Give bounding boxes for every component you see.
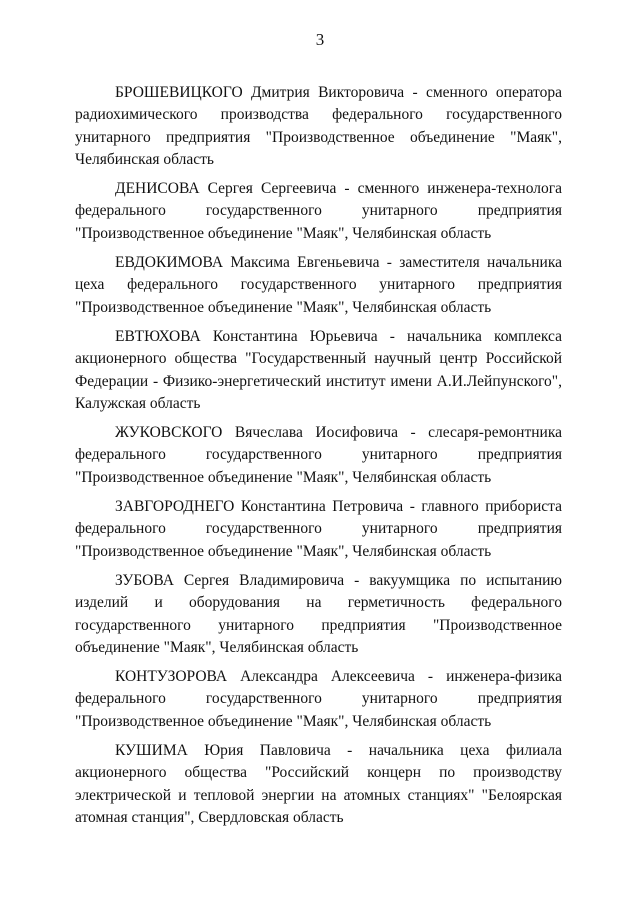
- award-entry-denisov: ДЕНИСОВА Сергея Сергеевича - сменного инженера-технолога федерального государственного унитарного предприятия "Производственное объединение "Маяк", Челябинская область: [75, 180, 562, 242]
- award-entry-evdokimov: ЕВДОКИМОВА Максима Евгеньевича - заместителя начальника цеха федерального государственного унитарного предприятия "Производственное объединение "Маяк", Челябинская область: [75, 254, 562, 316]
- award-entry-zubov: ЗУБОВА Сергея Владимировича - вакуумщика по испытанию изделий и оборудования на герметичность федерального государственного унитарного предприятия "Производственное объединение "Маяк", Челябинская область: [75, 571, 562, 656]
- award-entry-kontuzorov: КОНТУЗОРОВА Александра Алексеевича - инженера-физика федерального государственного унитарного предприятия "Производственное объединение "Маяк", Челябинская область: [75, 668, 562, 730]
- page-number: 3: [315, 30, 325, 49]
- award-entry-zavgorodny: ЗАВГОРОДНЕГО Константина Петровича - главного прибориста федерального государственного унитарного предприятия "Производственное объединение "Маяк", Челябинская область: [75, 498, 562, 560]
- award-entry-kushim: КУШИМА Юрия Павловича - начальника цеха филиала акционерного общества "Российский концерн по производству электрической и тепловой энергии на атомных станциях" "Белоярская атомная станция", Свердловская область: [75, 742, 562, 826]
- award-entry-evtyukhov: ЕВТЮХОВА Константина Юрьевича - начальника комплекса акционерного общества "Государственный научный центр Российской Федерации - Физико-энергетический институт имени А.И.Лейпунского", Калужская область: [75, 327, 562, 412]
- award-list: [75, 82, 562, 836]
- award-entry-zhukovsky: ЖУКОВСКОГО Вячеслава Иосифовича - слесаря-ремонтника федерального государственного унитарного предприятия "Производственное объединение "Маяк", Челябинская область: [75, 424, 562, 486]
- award-entry-broshevitsky: БРОШЕВИЦКОГО Дмитрия Викторовича - сменного оператора радиохимического производства федерального государственного унитарного предприятия "Производственное объединение "Маяк", Челябинская область: [75, 84, 562, 168]
